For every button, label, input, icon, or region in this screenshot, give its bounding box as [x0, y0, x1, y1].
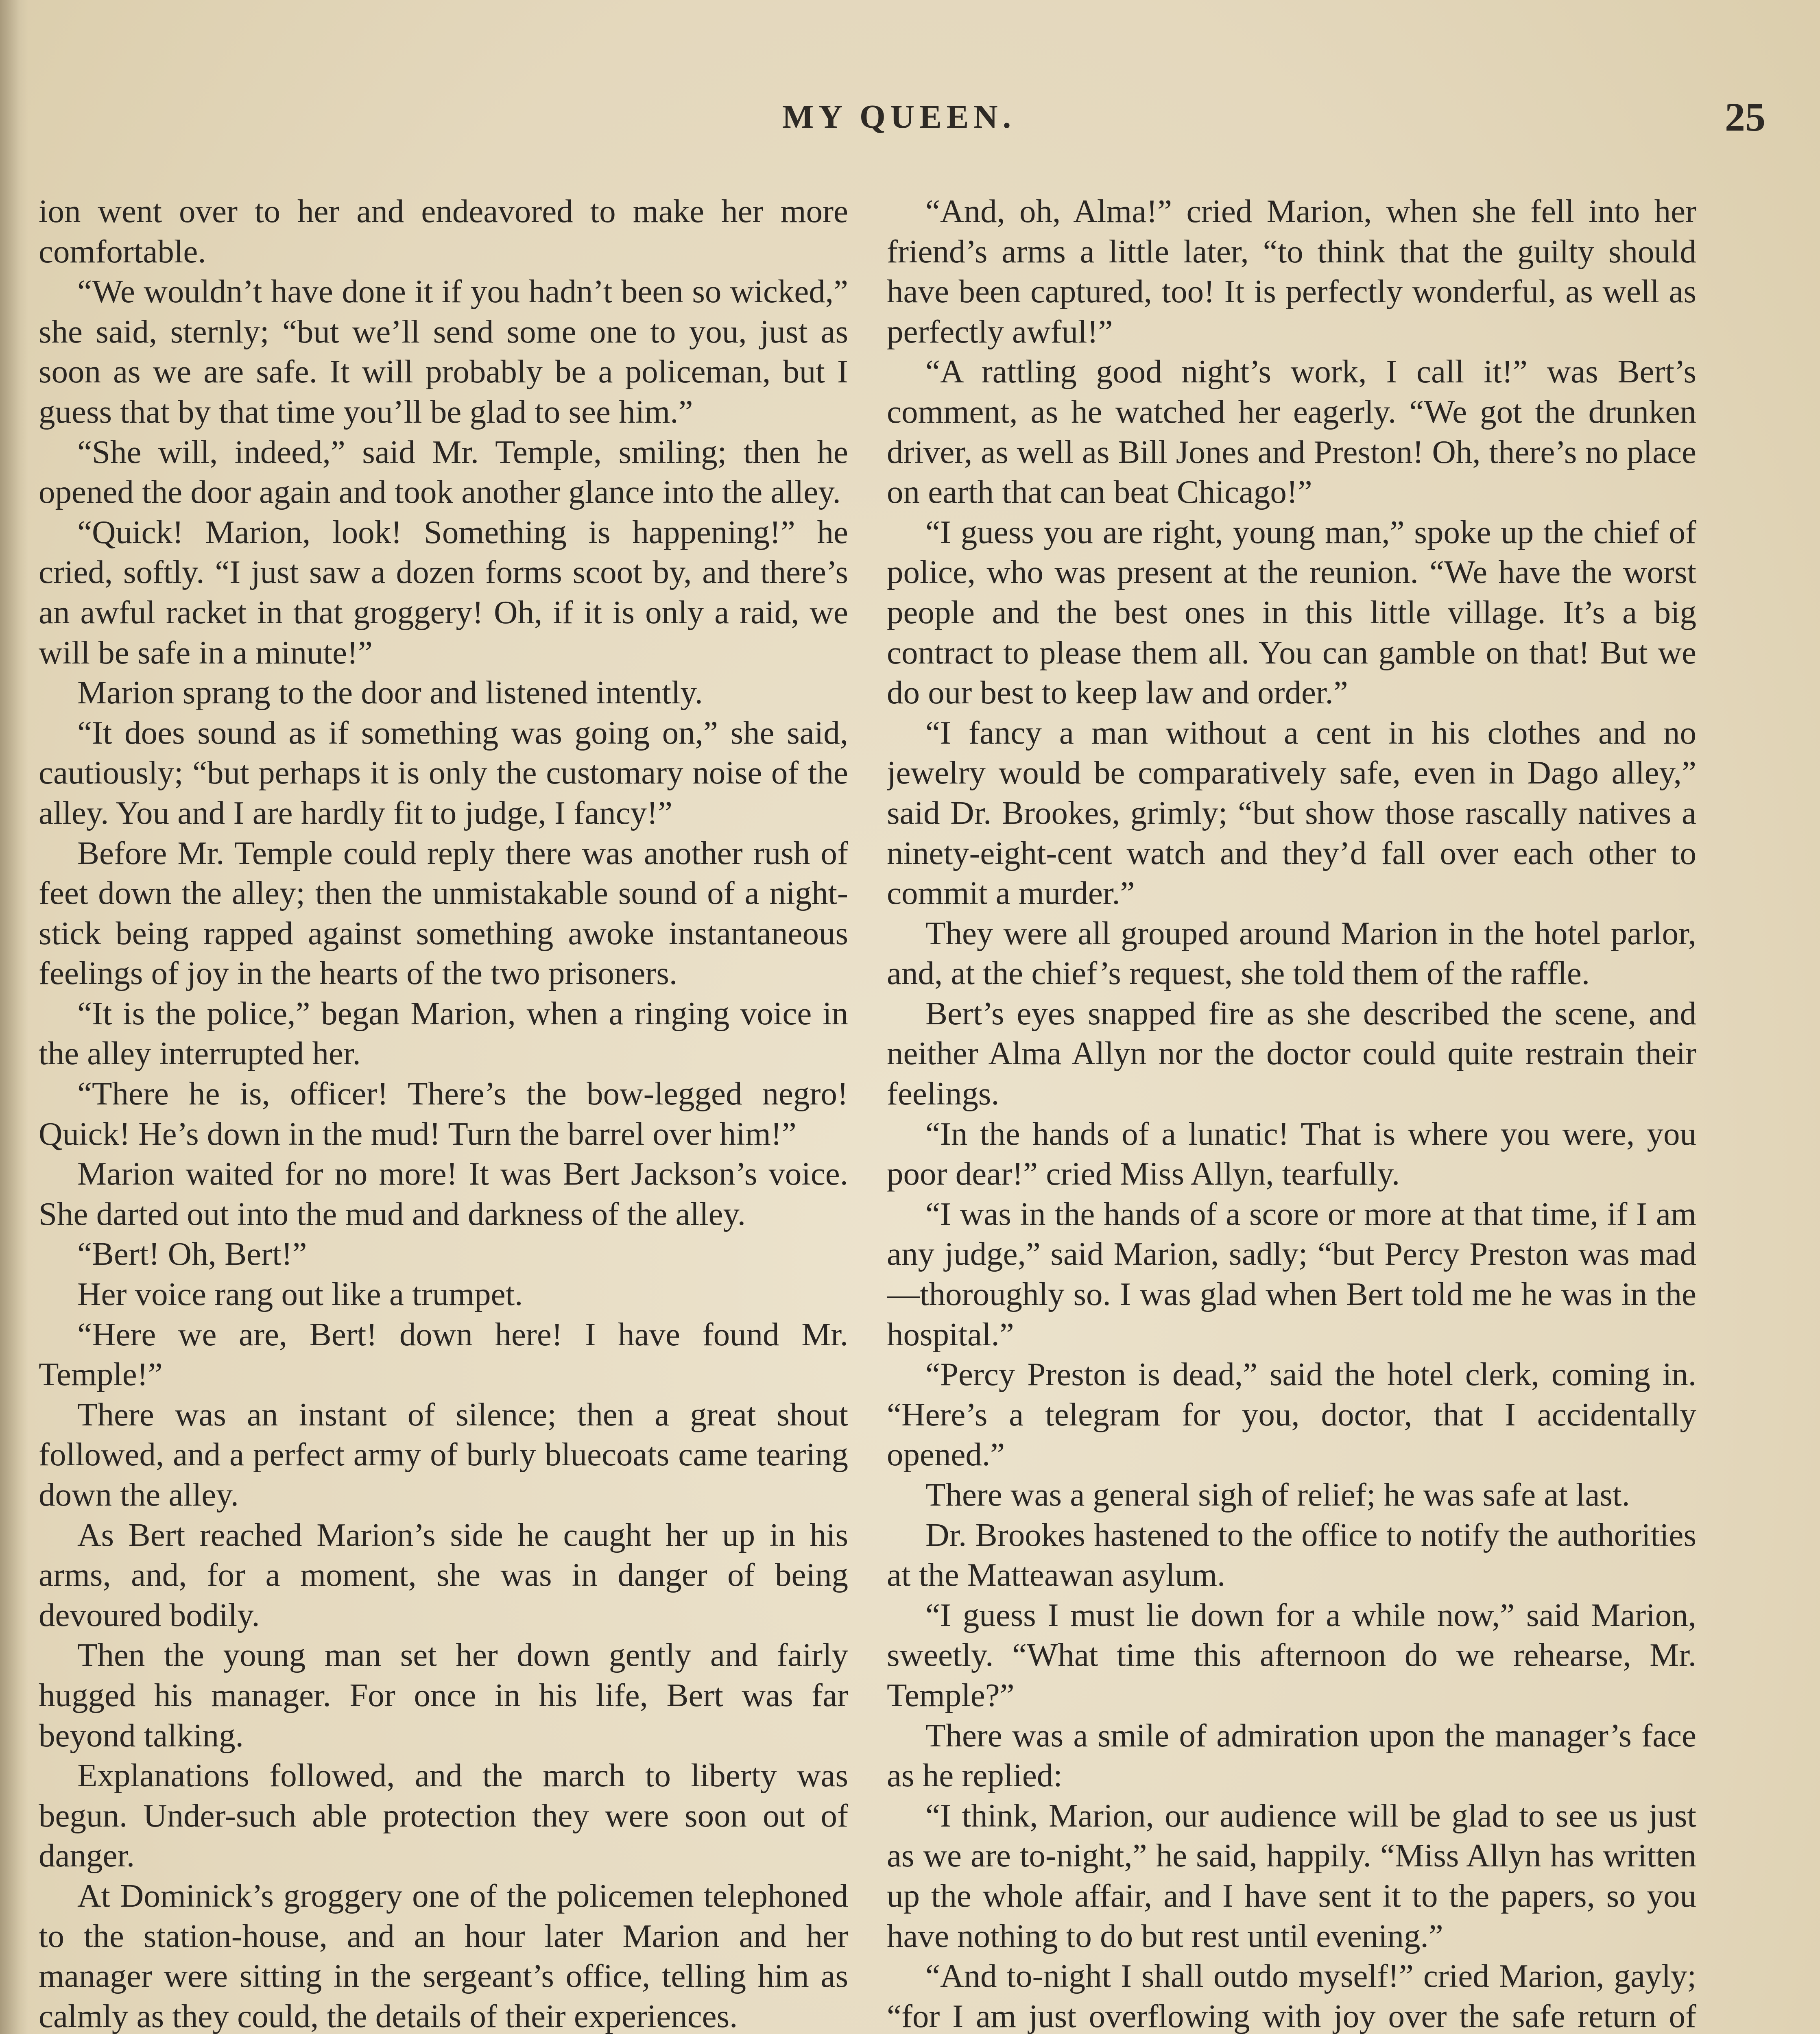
paragraph: “It does sound as if something was going on,” she said, cautiously; “but perhaps it is only the customary noise of the alley. You and I are hardly fit to judge, I fancy!”: [39, 714, 848, 831]
paragraph: Bert’s eyes snapped fire as she described the scene, and neither Alma Allyn nor the doctor could quite restrain their feelings.: [887, 995, 1696, 1112]
paragraph: Marion sprang to the door and listened intently.: [77, 674, 703, 711]
paragraph: “I guess I must lie down for a while now,” said Marion, sweetly. “What time this afternoon do we rehearse, Mr. Temple?”: [887, 1596, 1696, 1713]
paragraph: “I think, Marion, our audience will be glad to see us just as we are to-night,” he said, happily. “Miss Allyn has written up the whole affair, and I have sent it to the papers, so you have nothing to do but rest until evening.”: [887, 1797, 1696, 1954]
paragraph: “A rattling good night’s work, I call it!” was Bert’s comment, as he watched her eagerly. “We got the drunken driver, as well as Bill Jones and Preston! Oh, there’s no place on earth that can beat Chicago!”: [887, 353, 1696, 511]
paragraph: “Percy Preston is dead,” said the hotel clerk, coming in. “Here’s a telegram for you, doctor, that I accidentally opened.”: [887, 1356, 1696, 1473]
paragraph: They were all grouped around Marion in the hotel parlor, and, at the chief’s request, she told them of the raffle.: [887, 914, 1696, 992]
page-edge-shadow: [0, 0, 28, 2034]
paragraph: “She will, indeed,” said Mr. Temple, smiling; then he opened the door again and took another glance into the alley.: [39, 433, 848, 511]
paragraph: Her voice rang out like a trumpet.: [77, 1276, 523, 1313]
paragraph: “There he is, officer! There’s the bow-legged negro! Quick! He’s down in the mud! Turn the barrel over him!”: [39, 1075, 848, 1152]
paragraph: Marion waited for no more! It was Bert Jackson’s voice. She darted out into the mud and darkness of the alley.: [39, 1155, 848, 1232]
paragraph: Dr. Brookes hastened to the office to notify the authorities at the Matteawan asylum.: [887, 1516, 1696, 1593]
paragraph: There was a smile of admiration upon the manager’s face as he replied:: [887, 1717, 1696, 1794]
paragraph: “We wouldn’t have done it if you hadn’t been so wicked,” she said, sternly; “but we’ll send some one to you, just as soon as we are safe. It will probably be a policeman, but I guess that by that time you’ll be glad to see him.”: [39, 273, 848, 430]
paragraph: Before Mr. Temple could reply there was another rush of feet down the alley; then the unmistakable sound of a night-stick being rapped against something awoke instantaneous feelings of joy in the hearts of the two prisoners.: [39, 834, 848, 992]
paragraph: ion went over to her and endeavored to make her more comfortable.: [39, 193, 848, 270]
paragraph: There was an instant of silence; then a great shout followed, and a perfect army of burly bluecoats came tearing down the alley.: [39, 1396, 848, 1513]
paragraph: At Dominick’s groggery one of the policemen telephoned to the station-house, and an hour later Marion and her manager were sitting in the sergeant’s office, telling him as calmly as they could, the details of their experiences.: [39, 1877, 848, 2034]
paragraph: “I was in the hands of a score or more at that time, if I am any judge,” said Marion, sadly; “but Percy Preston was mad—thoroughly so. I was glad when Bert told me he was in the hospital.”: [887, 1195, 1696, 1353]
paragraph: “And to-night I shall outdo myself!” cried Marion, gayly; “for I am just overflowing with joy over the safe return of: [887, 1958, 1696, 2034]
text-column-right: [887, 191, 1696, 2034]
paragraph: “Quick! Marion, look! Something is happening!” he cried, softly. “I just saw a dozen forms scoot by, and there’s an awful racket in that groggery! Oh, if it is only a raid, we will be safe in a minute!”: [39, 513, 848, 671]
paragraph: “Here we are, Bert! down here! I have found Mr. Temple!”: [39, 1316, 848, 1393]
paragraph: Then the young man set her down gently and fairly hugged his manager. For once in his life, Bert was far beyond talking.: [39, 1637, 848, 1754]
paragraph: “And, oh, Alma!” cried Marion, when she fell into her friend’s arms a little later, “to think that the guilty should have been captured, too! It is perfectly wonderful, as well as perfectly awful!”: [887, 193, 1696, 350]
text-column-left: [39, 191, 848, 2034]
paragraph: “Bert! Oh, Bert!”: [77, 1235, 307, 1272]
running-head: MY QUEEN.: [782, 98, 1016, 135]
paragraph: As Bert reached Marion’s side he caught her up in his arms, and, for a moment, she was in danger of being devoured bodily.: [39, 1516, 848, 1633]
paragraph: “I fancy a man without a cent in his clothes and no jewelry would be comparatively safe, even in Dago alley,” said Dr. Brookes, grimly; “but show those rascally natives a ninety-eight-cent watch and they’d fall over each other to commit a murder.”: [887, 714, 1696, 912]
paragraph: “I guess you are right, young man,” spoke up the chief of police, who was present at the reunion. “We have the worst people and the best ones in this little village. It’s a big contract to please them all. You can gamble on that! But we do our best to keep law and order.”: [887, 513, 1696, 711]
paragraph: “It is the police,” began Marion, when a ringing voice in the alley interrupted her.: [39, 995, 848, 1072]
paragraph: “In the hands of a lunatic! That is where you were, you poor dear!” cried Miss Allyn, tearfully.: [887, 1115, 1696, 1192]
paragraph: There was a general sigh of relief; he was safe at last.: [925, 1476, 1630, 1513]
page-header: [33, 94, 1765, 163]
paragraph: Explanations followed, and the march to liberty was begun. Under-such able protection they were soon out of danger.: [39, 1757, 848, 1874]
page-number: 25: [1725, 94, 1765, 140]
